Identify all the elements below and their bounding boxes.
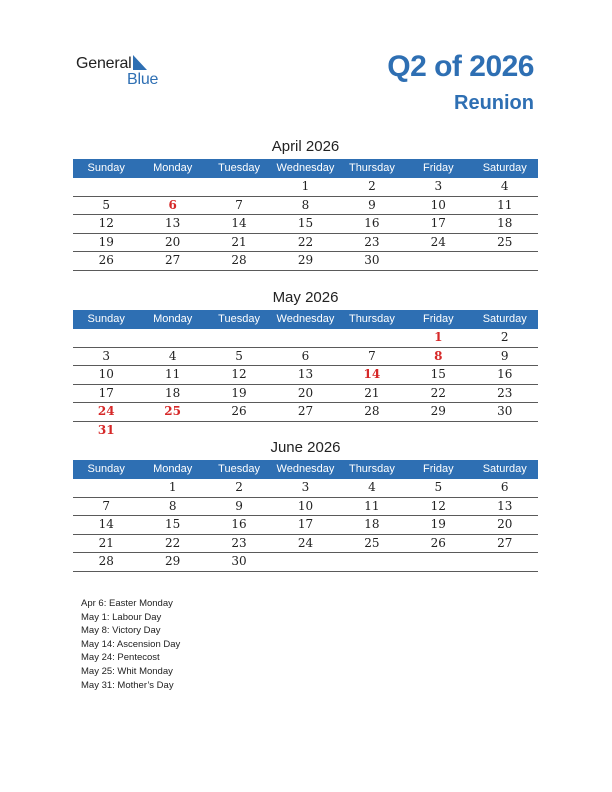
week-row xyxy=(73,479,538,498)
holiday-note: May 25: Whit Monday xyxy=(81,665,173,677)
week-row xyxy=(73,385,538,404)
day-cell: 6 xyxy=(500,480,509,494)
weekday-label: Sunday xyxy=(87,162,125,174)
day-cell: 2 xyxy=(500,330,509,344)
holiday-note: May 24: Pentecost xyxy=(81,652,160,664)
empty-day-cell xyxy=(272,422,338,440)
day-cell: 29 xyxy=(430,404,446,419)
empty-day-cell xyxy=(472,422,538,440)
day-cell: 21 xyxy=(364,385,380,400)
day-cell: 10 xyxy=(98,367,114,382)
week-row xyxy=(73,516,538,535)
empty-day-cell xyxy=(272,329,338,347)
day-cell: 10 xyxy=(297,498,314,513)
week-row xyxy=(73,348,538,367)
day-cell: 24 xyxy=(297,535,314,550)
day-cell: 28 xyxy=(231,253,247,268)
month-title: June 2026 xyxy=(270,439,341,456)
empty-day-cell xyxy=(139,329,205,347)
day-cell: 28 xyxy=(98,554,114,569)
empty-day-cell xyxy=(206,422,272,440)
holiday-note: Apr 6: Easter Monday xyxy=(81,598,173,609)
day-cell: 8 xyxy=(168,498,177,513)
day-cell: 17 xyxy=(430,216,446,231)
day-cell: 4 xyxy=(500,179,509,193)
empty-day-cell xyxy=(206,178,272,196)
weekday-label: Sunday xyxy=(87,313,125,325)
day-cell: 18 xyxy=(497,216,513,231)
weekday-label: Wednesday xyxy=(276,463,335,475)
day-cell: 29 xyxy=(297,253,314,268)
logo-blue-text: Blue xyxy=(127,71,159,88)
holiday-note: May 8: Victory Day xyxy=(81,625,161,637)
week-row xyxy=(73,215,538,234)
day-cell: 28 xyxy=(364,404,380,419)
empty-day-cell xyxy=(339,422,405,440)
day-cell: 15 xyxy=(297,216,314,231)
day-cell: 19 xyxy=(231,385,247,400)
day-cell: 3 xyxy=(301,480,310,494)
day-cell: 22 xyxy=(164,535,181,550)
holiday-note: May 14: Ascension Day xyxy=(81,638,181,650)
week-row xyxy=(73,403,538,422)
day-cell: 6 xyxy=(168,197,177,212)
weekday-header xyxy=(73,460,538,479)
day-cell: 9 xyxy=(235,498,243,513)
week-row xyxy=(73,553,538,572)
day-cell: 23 xyxy=(231,535,247,550)
week-row xyxy=(73,197,538,216)
empty-day-cell xyxy=(73,178,139,196)
day-cell: 23 xyxy=(497,385,513,400)
day-cell: 15 xyxy=(430,367,446,382)
empty-day-cell xyxy=(73,479,139,497)
day-cell: 21 xyxy=(98,535,114,550)
day-cell: 24 xyxy=(430,234,446,249)
day-cell: 4 xyxy=(168,348,177,363)
logo xyxy=(76,52,186,92)
holiday-note: May 1: Labour Day xyxy=(81,611,162,623)
weekday-label: Tuesday xyxy=(218,313,260,325)
weekday-label: Wednesday xyxy=(276,162,335,174)
day-cell: 5 xyxy=(434,480,443,494)
day-cell: 12 xyxy=(98,216,114,231)
month-title: April 2026 xyxy=(271,138,340,155)
weekday-label: Saturday xyxy=(482,162,527,174)
day-cell: 2 xyxy=(235,480,243,494)
empty-day-cell xyxy=(472,553,538,571)
weekday-label: Thursday xyxy=(348,463,395,475)
week-row xyxy=(73,329,538,348)
day-cell: 1 xyxy=(434,330,443,344)
day-cell: 17 xyxy=(297,517,314,532)
weekday-label: Thursday xyxy=(348,313,395,325)
holiday-notes xyxy=(81,597,180,692)
day-cell: 8 xyxy=(301,197,310,212)
week-row xyxy=(73,535,538,554)
day-cell: 30 xyxy=(231,554,247,569)
empty-day-cell xyxy=(139,178,205,196)
weekday-label: Friday xyxy=(423,162,454,174)
empty-day-cell xyxy=(73,329,139,347)
day-cell: 25 xyxy=(497,234,513,249)
day-cell: 25 xyxy=(164,404,181,419)
weekday-label: Monday xyxy=(153,162,193,174)
day-cell: 27 xyxy=(497,535,513,550)
weekday-label: Thursday xyxy=(348,162,395,174)
day-cell: 9 xyxy=(500,348,509,363)
week-row xyxy=(73,422,538,440)
day-cell: 13 xyxy=(297,367,314,382)
day-cell: 31 xyxy=(97,422,115,437)
day-cell: 20 xyxy=(497,517,513,532)
week-row xyxy=(73,178,538,197)
day-cell: 29 xyxy=(164,554,181,569)
day-cell: 12 xyxy=(430,498,446,513)
week-row xyxy=(73,234,538,253)
day-cell: 12 xyxy=(231,367,247,382)
day-cell: 20 xyxy=(297,385,314,400)
weekday-label: Monday xyxy=(153,463,193,475)
day-cell: 16 xyxy=(497,367,513,382)
week-row xyxy=(73,498,538,517)
day-cell: 6 xyxy=(301,348,310,363)
page-title: Q2 of 2026 xyxy=(387,50,534,83)
day-cell: 2 xyxy=(368,179,376,193)
day-cell: 3 xyxy=(102,348,111,363)
day-cell: 23 xyxy=(364,234,380,249)
day-cell: 1 xyxy=(168,480,177,494)
day-cell: 21 xyxy=(231,234,247,249)
day-cell: 26 xyxy=(231,404,247,419)
weekday-label: Friday xyxy=(423,463,454,475)
day-cell: 14 xyxy=(98,517,114,532)
day-cell: 22 xyxy=(430,385,446,400)
weekday-label: Saturday xyxy=(482,313,527,325)
day-cell: 22 xyxy=(297,234,314,249)
day-cell: 27 xyxy=(164,253,181,268)
day-cell: 9 xyxy=(368,197,376,212)
day-cell: 3 xyxy=(434,179,443,193)
day-cell: 26 xyxy=(98,253,114,268)
empty-day-cell xyxy=(405,422,471,440)
day-cell: 19 xyxy=(98,234,114,249)
weekday-label: Tuesday xyxy=(218,162,260,174)
day-cell: 5 xyxy=(235,348,243,363)
day-cell: 26 xyxy=(430,535,446,550)
day-cell: 30 xyxy=(364,253,380,268)
weekday-label: Sunday xyxy=(87,463,125,475)
day-cell: 1 xyxy=(301,179,310,193)
day-cell: 18 xyxy=(164,385,181,400)
month-title: May 2026 xyxy=(272,289,339,306)
week-row xyxy=(73,252,538,271)
weekday-label: Tuesday xyxy=(218,463,260,475)
empty-day-cell xyxy=(405,252,471,270)
day-cell: 13 xyxy=(164,216,181,231)
day-cell: 13 xyxy=(497,498,513,513)
day-cell: 16 xyxy=(231,517,247,532)
day-cell: 5 xyxy=(102,197,111,212)
day-cell: 7 xyxy=(235,197,243,212)
day-cell: 14 xyxy=(363,367,381,382)
empty-day-cell xyxy=(339,329,405,347)
day-cell: 8 xyxy=(434,348,443,363)
empty-day-cell xyxy=(339,553,405,571)
day-cell: 10 xyxy=(430,197,446,212)
weekday-label: Friday xyxy=(423,313,454,325)
day-cell: 14 xyxy=(231,216,247,231)
logo-general-text: General xyxy=(76,55,132,72)
day-cell: 19 xyxy=(430,517,446,532)
empty-day-cell xyxy=(272,553,338,571)
day-cell: 11 xyxy=(164,367,181,382)
weekday-label: Saturday xyxy=(482,463,527,475)
region-name: Reunion xyxy=(454,92,534,114)
day-cell: 11 xyxy=(364,498,380,513)
holiday-note: May 31: Mother’s Day xyxy=(81,679,174,691)
month-april xyxy=(73,137,538,271)
day-cell: 17 xyxy=(98,385,114,400)
day-cell: 7 xyxy=(102,498,111,513)
empty-day-cell xyxy=(206,329,272,347)
day-cell: 18 xyxy=(364,517,380,532)
empty-day-cell xyxy=(405,553,471,571)
day-cell: 16 xyxy=(364,216,380,231)
day-cell: 15 xyxy=(164,517,181,532)
day-cell: 25 xyxy=(364,535,380,550)
day-cell: 30 xyxy=(497,404,513,419)
weekday-header xyxy=(73,310,538,329)
weekday-label: Monday xyxy=(153,313,193,325)
day-cell: 20 xyxy=(164,234,181,249)
day-cell: 27 xyxy=(297,404,314,419)
month-june xyxy=(73,438,538,572)
empty-day-cell xyxy=(139,422,205,440)
day-cell: 4 xyxy=(368,480,376,494)
week-row xyxy=(73,366,538,385)
weekday-header xyxy=(73,159,538,178)
day-cell: 11 xyxy=(497,197,513,212)
empty-day-cell xyxy=(472,252,538,270)
month-may xyxy=(73,288,538,440)
day-cell: 7 xyxy=(368,348,376,363)
weekday-label: Wednesday xyxy=(276,313,335,325)
day-cell: 24 xyxy=(97,404,115,419)
logo-flag-icon xyxy=(133,55,147,70)
